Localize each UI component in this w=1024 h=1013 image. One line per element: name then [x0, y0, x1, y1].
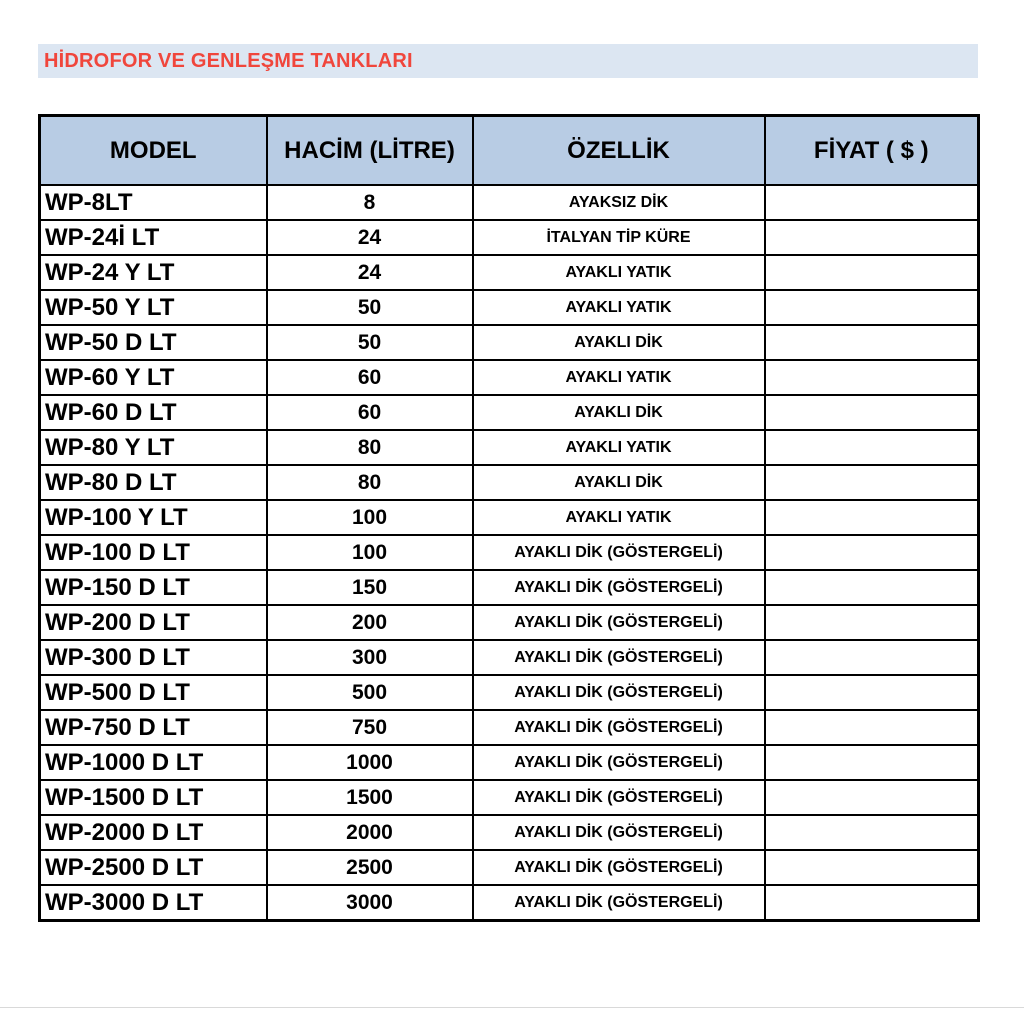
price-cell [765, 815, 979, 850]
table-row [40, 430, 979, 465]
volume-cell: 150 [267, 570, 473, 605]
volume-cell: 8 [267, 185, 473, 220]
model-cell: WP-1500 D LT [40, 780, 267, 815]
page-divider [0, 1007, 1024, 1008]
table-row [40, 535, 979, 570]
table-row [40, 675, 979, 710]
feature-cell: AYAKLI DİK (GÖSTERGELİ) [473, 675, 765, 710]
header-model: MODEL [40, 116, 267, 186]
price-cell [765, 570, 979, 605]
price-cell [765, 745, 979, 780]
volume-cell: 24 [267, 220, 473, 255]
model-cell: WP-100 D LT [40, 535, 267, 570]
price-cell [765, 465, 979, 500]
feature-cell: AYAKLI DİK (GÖSTERGELİ) [473, 745, 765, 780]
table-row [40, 360, 979, 395]
volume-cell: 100 [267, 535, 473, 570]
header-price: FİYAT ( $ ) [765, 116, 979, 186]
price-cell [765, 675, 979, 710]
volume-cell: 2000 [267, 815, 473, 850]
feature-cell: AYAKLI YATIK [473, 360, 765, 395]
table-row [40, 885, 979, 921]
price-cell [765, 535, 979, 570]
feature-cell: AYAKLI DİK [473, 395, 765, 430]
model-cell: WP-1000 D LT [40, 745, 267, 780]
feature-cell: AYAKLI DİK (GÖSTERGELİ) [473, 850, 765, 885]
table-row [40, 745, 979, 780]
price-cell [765, 850, 979, 885]
table-row [40, 710, 979, 745]
table-row [40, 640, 979, 675]
feature-cell: AYAKLI DİK (GÖSTERGELİ) [473, 815, 765, 850]
volume-cell: 1500 [267, 780, 473, 815]
model-cell: WP-200 D LT [40, 605, 267, 640]
table-row [40, 290, 979, 325]
model-cell: WP-500 D LT [40, 675, 267, 710]
price-cell [765, 395, 979, 430]
model-cell: WP-2000 D LT [40, 815, 267, 850]
volume-cell: 50 [267, 290, 473, 325]
table-header-row [40, 116, 979, 186]
price-cell [765, 710, 979, 745]
volume-cell: 60 [267, 395, 473, 430]
price-table [38, 114, 980, 922]
volume-cell: 80 [267, 465, 473, 500]
price-cell [765, 885, 979, 921]
volume-cell: 50 [267, 325, 473, 360]
price-cell [765, 360, 979, 395]
model-cell: WP-60 D LT [40, 395, 267, 430]
feature-cell: AYAKLI YATIK [473, 500, 765, 535]
volume-cell: 3000 [267, 885, 473, 921]
price-cell [765, 605, 979, 640]
price-cell [765, 185, 979, 220]
feature-cell: AYAKLI DİK (GÖSTERGELİ) [473, 570, 765, 605]
table-row [40, 325, 979, 360]
header-feature: ÖZELLİK [473, 116, 765, 186]
feature-cell: AYAKLI DİK (GÖSTERGELİ) [473, 640, 765, 675]
table-row [40, 185, 979, 220]
model-cell: WP-750 D LT [40, 710, 267, 745]
table-row [40, 850, 979, 885]
volume-cell: 200 [267, 605, 473, 640]
volume-cell: 500 [267, 675, 473, 710]
model-cell: WP-24 Y LT [40, 255, 267, 290]
model-cell: WP-50 Y LT [40, 290, 267, 325]
volume-cell: 24 [267, 255, 473, 290]
header-volume: HACİM (LİTRE) [267, 116, 473, 186]
table-row [40, 395, 979, 430]
price-cell [765, 640, 979, 675]
price-cell [765, 500, 979, 535]
model-cell: WP-8LT [40, 185, 267, 220]
table-row [40, 570, 979, 605]
table-row [40, 220, 979, 255]
model-cell: WP-2500 D LT [40, 850, 267, 885]
model-cell: WP-80 Y LT [40, 430, 267, 465]
table-body [40, 185, 979, 921]
feature-cell: AYAKLI YATIK [473, 255, 765, 290]
title-banner [38, 44, 978, 78]
model-cell: WP-3000 D LT [40, 885, 267, 921]
price-cell [765, 430, 979, 465]
feature-cell: AYAKLI YATIK [473, 430, 765, 465]
table-row [40, 605, 979, 640]
model-cell: WP-50 D LT [40, 325, 267, 360]
table-row [40, 255, 979, 290]
price-cell [765, 255, 979, 290]
model-cell: WP-300 D LT [40, 640, 267, 675]
page-title: HİDROFOR VE GENLEŞME TANKLARI [44, 49, 413, 72]
volume-cell: 60 [267, 360, 473, 395]
feature-cell: AYAKLI DİK (GÖSTERGELİ) [473, 780, 765, 815]
model-cell: WP-100 Y LT [40, 500, 267, 535]
feature-cell: AYAKLI DİK (GÖSTERGELİ) [473, 710, 765, 745]
feature-cell: AYAKSIZ DİK [473, 185, 765, 220]
feature-cell: AYAKLI DİK (GÖSTERGELİ) [473, 605, 765, 640]
feature-cell: İTALYAN TİP KÜRE [473, 220, 765, 255]
feature-cell: AYAKLI DİK (GÖSTERGELİ) [473, 885, 765, 921]
price-cell [765, 780, 979, 815]
volume-cell: 100 [267, 500, 473, 535]
volume-cell: 2500 [267, 850, 473, 885]
feature-cell: AYAKLI DİK [473, 325, 765, 360]
volume-cell: 80 [267, 430, 473, 465]
model-cell: WP-80 D LT [40, 465, 267, 500]
feature-cell: AYAKLI DİK [473, 465, 765, 500]
price-cell [765, 220, 979, 255]
table-row [40, 465, 979, 500]
price-cell [765, 325, 979, 360]
model-cell: WP-60 Y LT [40, 360, 267, 395]
feature-cell: AYAKLI YATIK [473, 290, 765, 325]
model-cell: WP-24İ LT [40, 220, 267, 255]
model-cell: WP-150 D LT [40, 570, 267, 605]
table-row [40, 500, 979, 535]
volume-cell: 1000 [267, 745, 473, 780]
price-cell [765, 290, 979, 325]
table-row [40, 780, 979, 815]
volume-cell: 750 [267, 710, 473, 745]
feature-cell: AYAKLI DİK (GÖSTERGELİ) [473, 535, 765, 570]
volume-cell: 300 [267, 640, 473, 675]
table-row [40, 815, 979, 850]
